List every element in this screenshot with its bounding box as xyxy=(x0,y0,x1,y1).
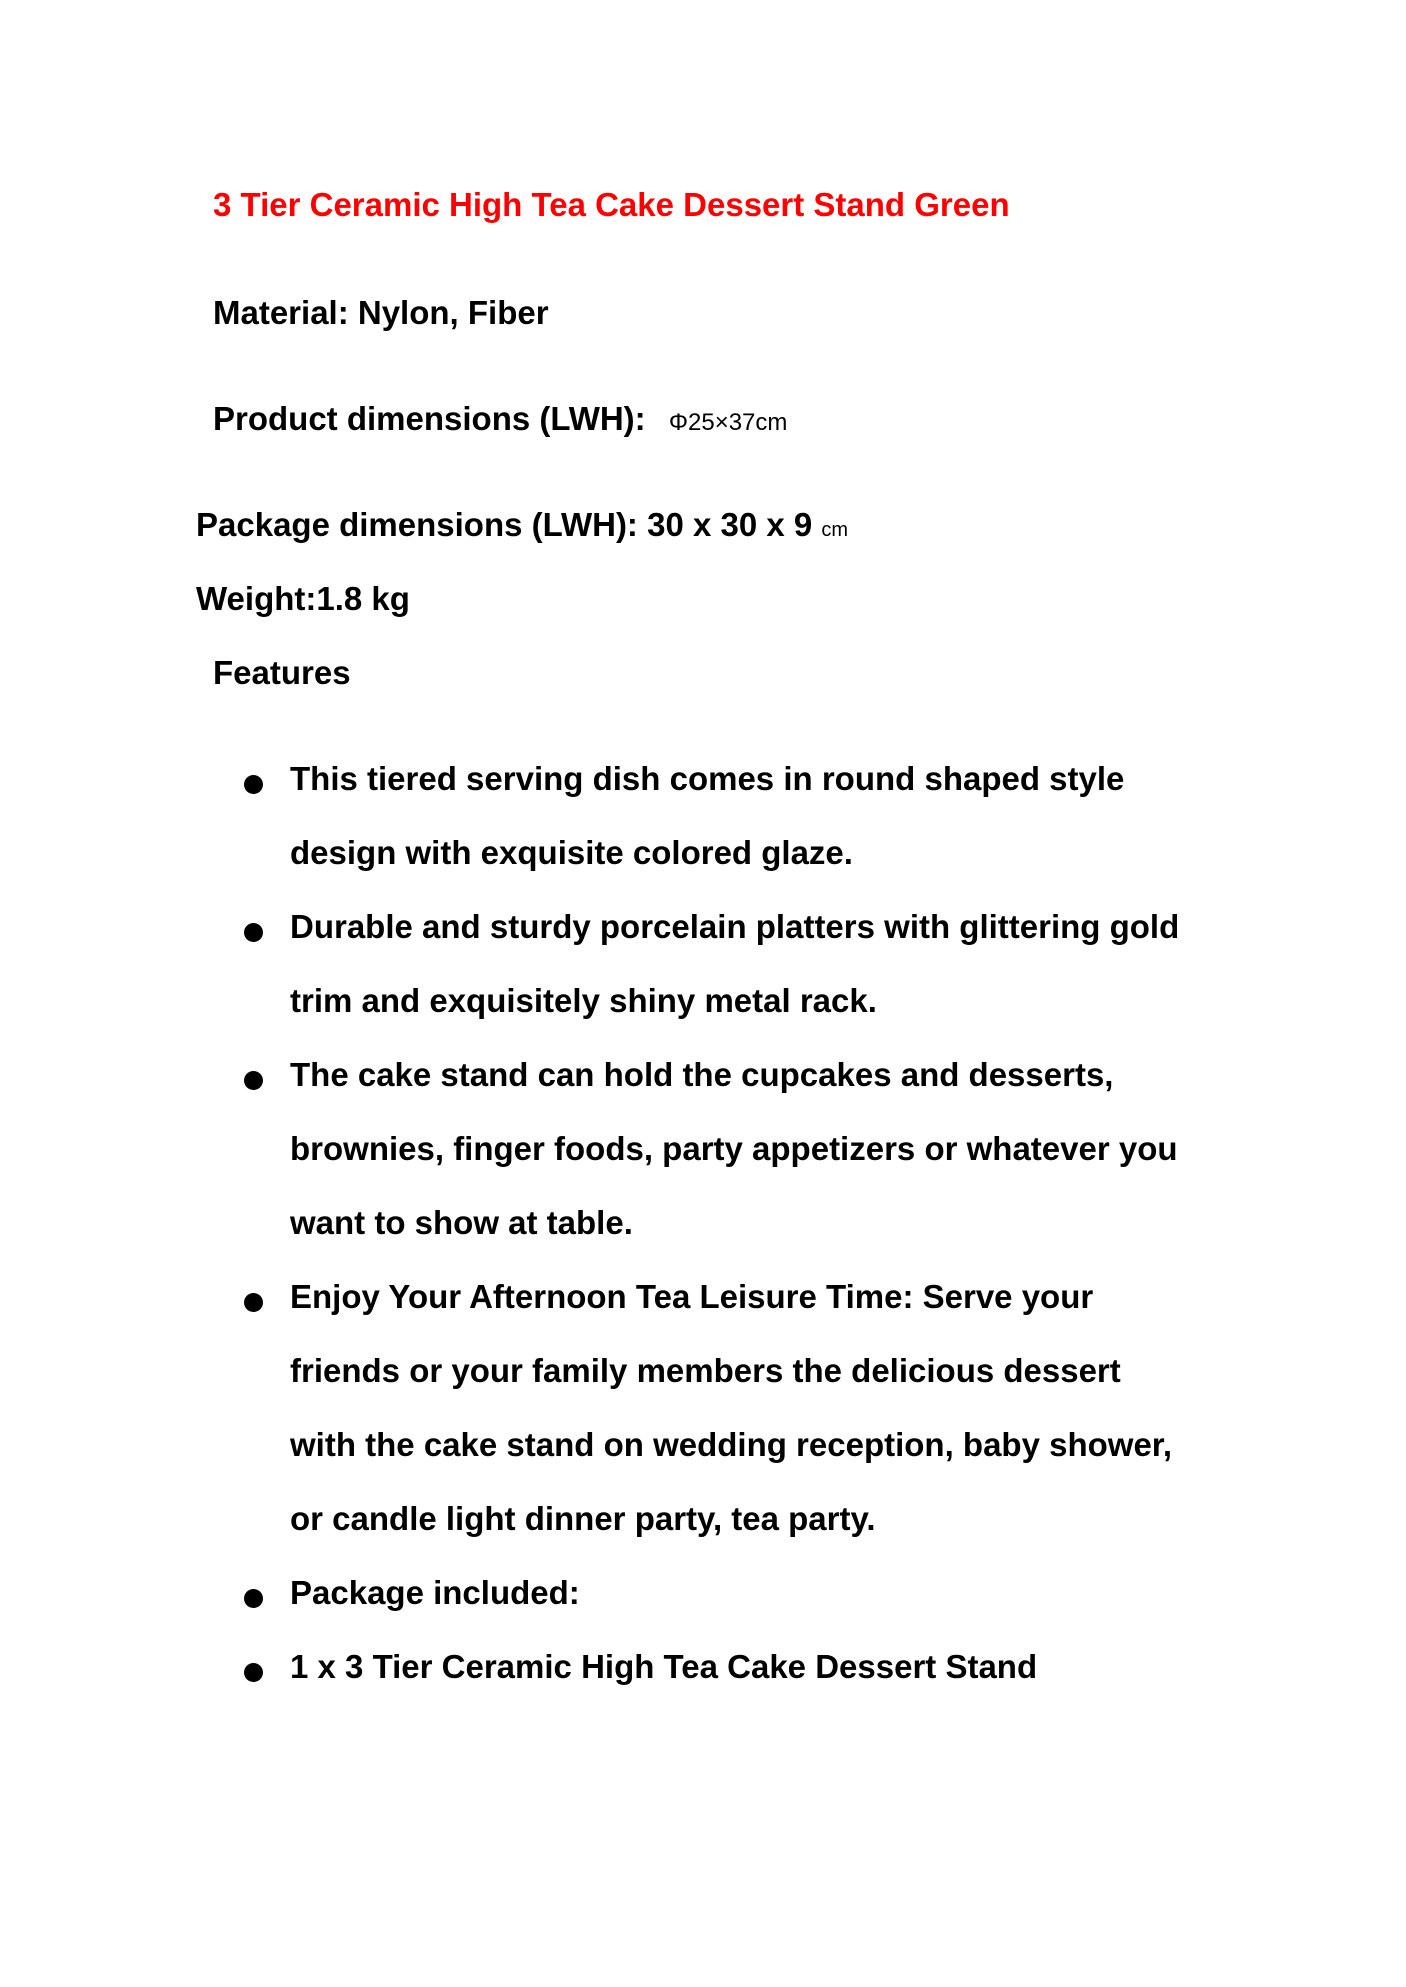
bullet-dot-icon xyxy=(244,923,263,942)
feature-text-line: brownies, finger foods, party appetizers or whatever you xyxy=(290,1130,1178,1167)
bullet-dot-icon xyxy=(244,775,263,794)
feature-text-line: Enjoy Your Afternoon Tea Leisure Time: Serve your xyxy=(290,1278,1094,1315)
feature-text-line: The cake stand can hold the cupcakes and desserts, xyxy=(290,1056,1114,1093)
feature-text-line: trim and exquisitely shiny metal rack. xyxy=(290,982,877,1019)
feature-text-line: This tiered serving dish comes in round shaped style xyxy=(290,760,1125,797)
weight-line: Weight:1.8 kg xyxy=(196,580,410,617)
product-dimensions-label: Product dimensions (LWH): xyxy=(213,400,646,437)
package-dimensions-line xyxy=(196,506,848,544)
feature-text-line: 1 x 3 Tier Ceramic High Tea Cake Dessert Stand xyxy=(290,1648,1038,1685)
bullet-dot-icon xyxy=(244,1589,263,1608)
feature-text-line: with the cake stand on wedding reception, baby shower, xyxy=(290,1426,1172,1463)
feature-text-line: friends or your family members the delicious dessert xyxy=(290,1352,1121,1389)
product-title: 3 Tier Ceramic High Tea Cake Dessert Stand Green xyxy=(213,186,1010,223)
material-line: Material: Nylon, Fiber xyxy=(213,294,549,331)
feature-text-line: Package included: xyxy=(290,1574,580,1611)
bullet-dot-icon xyxy=(244,1071,263,1090)
package-dimensions-label: Package dimensions (LWH): 30 x 30 x 9 xyxy=(196,506,813,543)
product-dimensions-line xyxy=(213,400,787,438)
package-dimensions-unit: cm xyxy=(821,519,849,541)
bullet-dot-icon xyxy=(244,1293,263,1312)
feature-text-line: Durable and sturdy porcelain platters with glittering gold xyxy=(290,908,1180,945)
feature-text-line: or candle light dinner party, tea party. xyxy=(290,1500,876,1537)
feature-text-line: want to show at table. xyxy=(290,1204,633,1241)
product-dimensions-value: Φ25×37cm xyxy=(668,409,788,436)
feature-text-line: design with exquisite colored glaze. xyxy=(290,834,853,871)
bullet-dot-icon xyxy=(244,1663,263,1682)
features-heading: Features xyxy=(213,654,351,691)
